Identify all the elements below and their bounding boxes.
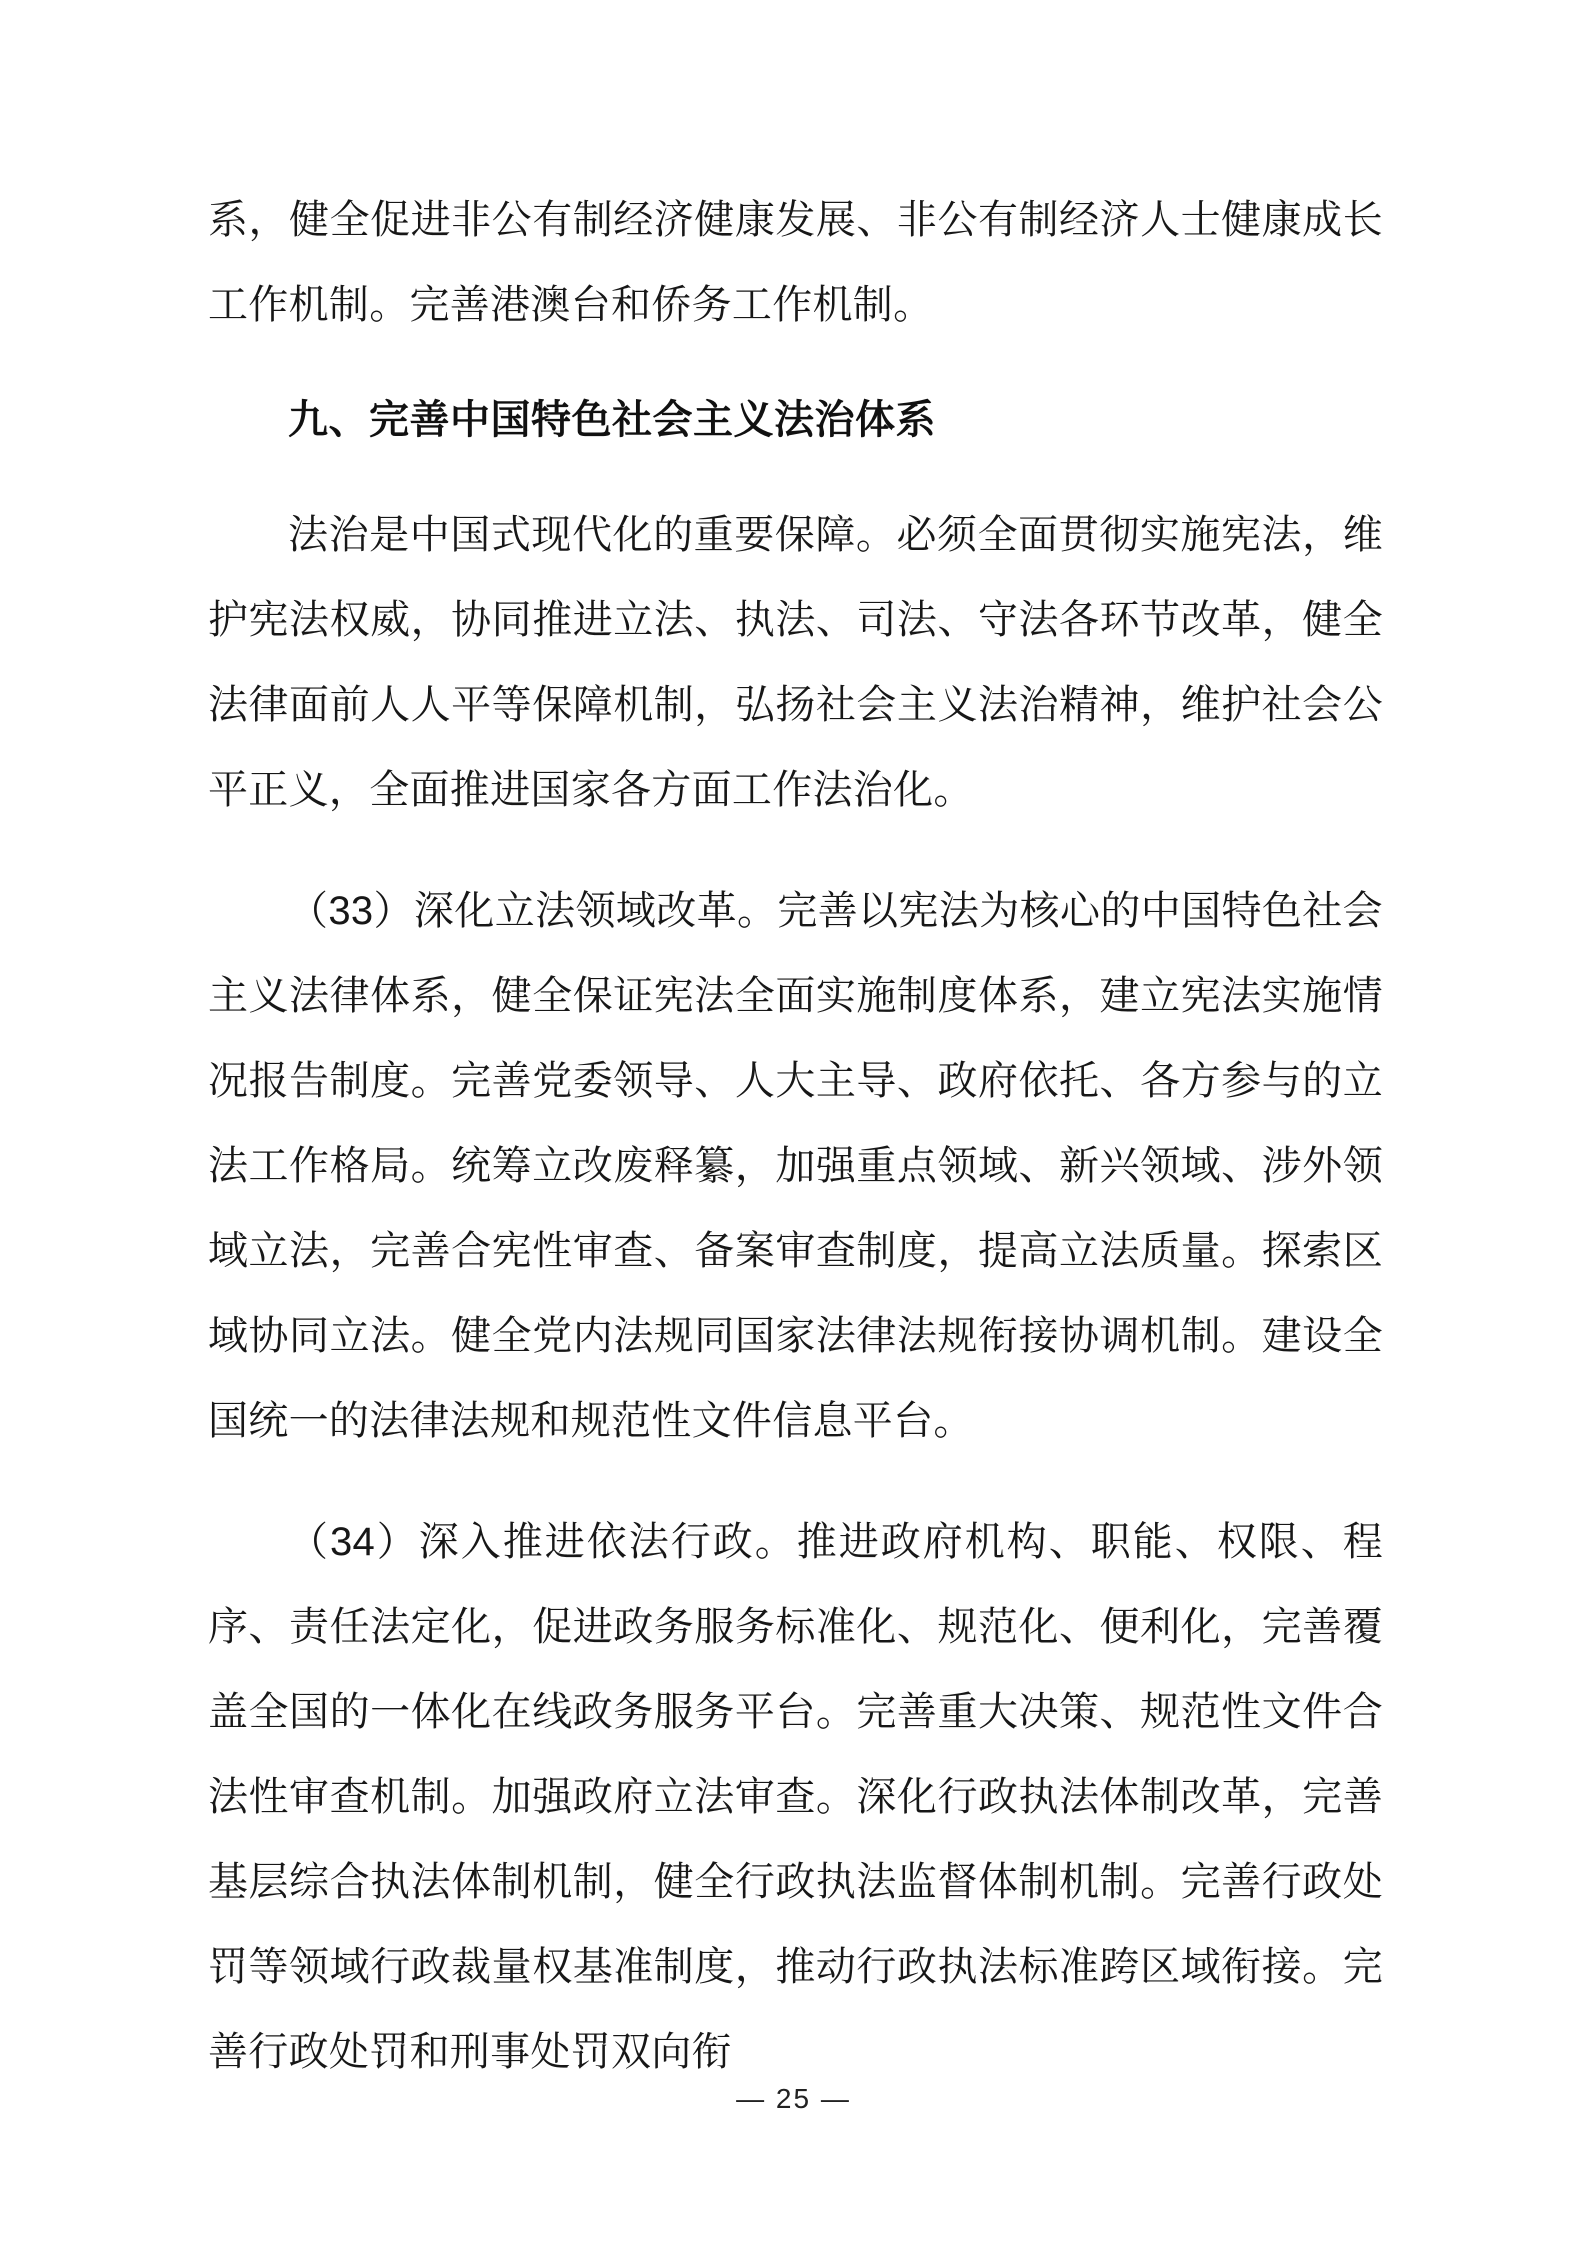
page-number: — 25 —: [736, 2083, 851, 2114]
paragraph-33: （33）深化立法领域改革。完善以宪法为核心的中国特色社会主义法律体系，健全保证宪法全面实施制度体系，建立宪法实施情况报告制度。完善党委领导、人大主导、政府依托、各方参与的立法工作格局。统筹立改废释纂，加强重点领域、新兴领域、涉外领域立法，完善合宪性审查、备案审查制度，提高立法质量。探索区域协同立法。健全党内法规同国家法律法规衔接协调机制。建设全国统一的法律法规和规范性文件信息平台。: [208, 889, 1383, 1443]
spacer: [208, 348, 1383, 378]
spacer: [208, 463, 1383, 493]
paragraph-intro: 法治是中国式现代化的重要保障。必须全面贯彻实施宪法，维护宪法权威，协同推进立法、执法、司法、守法各环节改革，健全法律面前人人平等保障机制，弘扬社会主义法治精神，维护社会公平正义，全面推进国家各方面工作法治化。: [208, 513, 1383, 812]
spacer: [208, 833, 1383, 869]
continued-paragraph: 系，健全促进非公有制经济健康发展、非公有制经济人士健康成长工作机制。完善港澳台和侨务工作机制。: [208, 198, 1383, 327]
spacer: [208, 1464, 1383, 1500]
section-heading: 九、完善中国特色社会主义法治体系: [288, 398, 936, 442]
page-content: [208, 178, 1383, 2095]
paragraph-34: （34）深入推进依法行政。推进政府机构、职能、权限、程序、责任法定化，促进政务服务标准化、规范化、便利化，完善覆盖全国的一体化在线政务服务平台。完善重大决策、规范性文件合法性审查机制。加强政府立法审查。深化行政执法体制改革，完善基层综合执法体制机制，健全行政执法监督体制机制。完善行政处罚等领域行政裁量权基准制度，推动行政执法标准跨区域衔接。完善行政处罚和刑事处罚双向衔: [208, 1520, 1383, 2074]
